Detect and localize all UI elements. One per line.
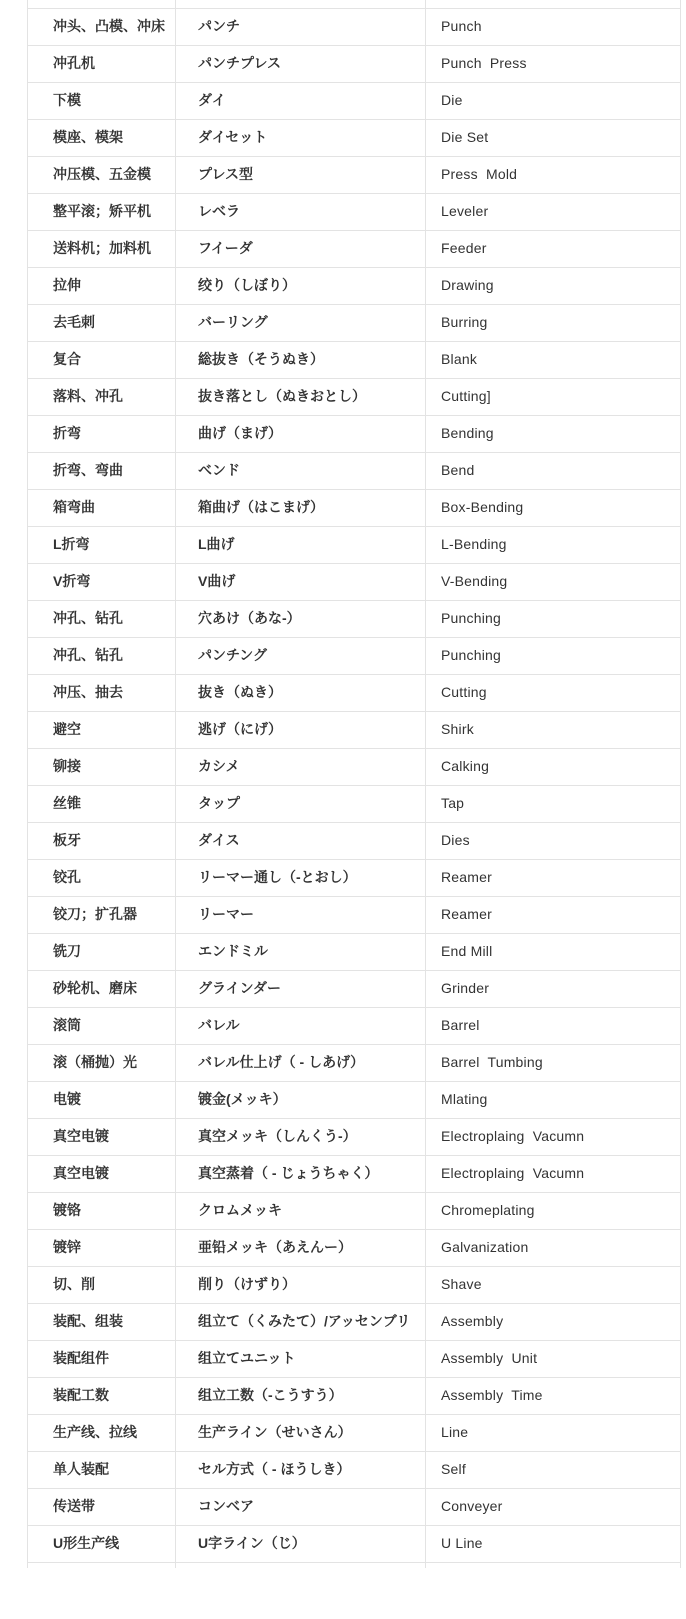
- cell-english: Barrel Tumbing: [426, 1044, 681, 1081]
- cell-english: Punching: [426, 637, 681, 674]
- cell-english: Reamer: [426, 896, 681, 933]
- cell-chinese: 箱弯曲: [28, 489, 176, 526]
- table-row: [28, 1044, 681, 1081]
- cell-chinese: 复合: [28, 341, 176, 378]
- cell-japanese: パンチプレス: [176, 45, 426, 82]
- cell-japanese: 镀金(メッキ）: [176, 1081, 426, 1118]
- table-row: [28, 785, 681, 822]
- cell-chinese: [28, 1562, 176, 1568]
- cell-chinese: 板牙: [28, 822, 176, 859]
- cell-japanese: 组立てユニット: [176, 1340, 426, 1377]
- cell-english: Reamer: [426, 859, 681, 896]
- cell-chinese: 单人装配: [28, 1451, 176, 1488]
- cell-chinese: 下模: [28, 82, 176, 119]
- cell-japanese: セル方式（ - ほうしき）: [176, 1451, 426, 1488]
- cell-chinese: L折弯: [28, 526, 176, 563]
- table-row: [28, 1229, 681, 1266]
- cell-english: Cutting]: [426, 378, 681, 415]
- cell-english: Calking: [426, 748, 681, 785]
- cell-japanese: コンベア: [176, 1488, 426, 1525]
- table-row: [28, 711, 681, 748]
- cell-japanese: プレス型: [176, 156, 426, 193]
- table-body: [28, 0, 681, 1568]
- cell-chinese: 真空电镀: [28, 1155, 176, 1192]
- cell-japanese: 组立工数（-こうすう）: [176, 1377, 426, 1414]
- cell-japanese: ダイス: [176, 822, 426, 859]
- cell-chinese: V折弯: [28, 563, 176, 600]
- cell-english: Dies: [426, 822, 681, 859]
- table-row: [28, 1118, 681, 1155]
- cell-chinese: 冲孔、钻孔: [28, 637, 176, 674]
- cell-english: Chromeplating: [426, 1192, 681, 1229]
- cell-english: Burring: [426, 304, 681, 341]
- cell-english: Die Set: [426, 119, 681, 156]
- cell-chinese: 砂轮机、磨床: [28, 970, 176, 1007]
- cell-english: Mlating: [426, 1081, 681, 1118]
- cell-english: Grinder: [426, 970, 681, 1007]
- cell-english: Shave: [426, 1266, 681, 1303]
- table-row: [28, 674, 681, 711]
- cell-chinese: 镀锌: [28, 1229, 176, 1266]
- cell-japanese: クロムメッキ: [176, 1192, 426, 1229]
- cell-japanese: 総抜き（そうぬき）: [176, 341, 426, 378]
- cell-english: Galvanization: [426, 1229, 681, 1266]
- cell-chinese: 铣刀: [28, 933, 176, 970]
- cell-chinese: U形生产线: [28, 1525, 176, 1562]
- cell-japanese: 抜き（ぬき）: [176, 674, 426, 711]
- cell-japanese: [176, 0, 426, 8]
- table-row: [28, 452, 681, 489]
- cell-japanese: カシメ: [176, 748, 426, 785]
- cell-chinese: 整平滚；矫平机: [28, 193, 176, 230]
- cell-chinese: 铰孔: [28, 859, 176, 896]
- cell-english: Assembly: [426, 1303, 681, 1340]
- table-row: [28, 970, 681, 1007]
- cell-chinese: 去毛刺: [28, 304, 176, 341]
- cell-english: Drawing: [426, 267, 681, 304]
- cell-japanese: 曲げ（まげ）: [176, 415, 426, 452]
- cell-chinese: 避空: [28, 711, 176, 748]
- table-row: [28, 156, 681, 193]
- table-row: [28, 748, 681, 785]
- table-row: [28, 1192, 681, 1229]
- table-row: [28, 1266, 681, 1303]
- cell-english: Electroplaing Vacumn: [426, 1155, 681, 1192]
- cell-english: Tap: [426, 785, 681, 822]
- table-row: [28, 1377, 681, 1414]
- cell-japanese: パンチ: [176, 8, 426, 45]
- cell-chinese: 装配、组装: [28, 1303, 176, 1340]
- table-row: [28, 859, 681, 896]
- cell-chinese: 滚筒: [28, 1007, 176, 1044]
- cell-english: [426, 0, 681, 8]
- cell-japanese: 绞り（しぼり）: [176, 267, 426, 304]
- cell-chinese: 拉伸: [28, 267, 176, 304]
- cell-english: Bending: [426, 415, 681, 452]
- table-row: [28, 82, 681, 119]
- cell-japanese: ダイセット: [176, 119, 426, 156]
- cell-japanese: 生产ライン（せいさん）: [176, 1414, 426, 1451]
- cell-chinese: 铆接: [28, 748, 176, 785]
- table-row: [28, 119, 681, 156]
- cell-chinese: 滚（桶抛）光: [28, 1044, 176, 1081]
- cell-chinese: 镀铬: [28, 1192, 176, 1229]
- table-row: [28, 822, 681, 859]
- cell-english: Cutting: [426, 674, 681, 711]
- table-row: [28, 526, 681, 563]
- cell-english: Electroplaing Vacumn: [426, 1118, 681, 1155]
- cell-chinese: 冲孔、钻孔: [28, 600, 176, 637]
- cell-english: Barrel: [426, 1007, 681, 1044]
- table-row: [28, 489, 681, 526]
- cell-english: Bend: [426, 452, 681, 489]
- cell-chinese: 模座、模架: [28, 119, 176, 156]
- cell-japanese: [176, 1562, 426, 1568]
- table-row: [28, 267, 681, 304]
- table-row: [28, 1081, 681, 1118]
- table-row: [28, 600, 681, 637]
- cell-english: Conveyer: [426, 1488, 681, 1525]
- cell-japanese: V曲げ: [176, 563, 426, 600]
- cell-chinese: 冲压模、五金模: [28, 156, 176, 193]
- cell-japanese: 削り（けずり）: [176, 1266, 426, 1303]
- cell-chinese: 冲孔机: [28, 45, 176, 82]
- cell-japanese: 真空蒸着（ - じょうちゃく）: [176, 1155, 426, 1192]
- cell-japanese: バレル: [176, 1007, 426, 1044]
- cell-chinese: 折弯、弯曲: [28, 452, 176, 489]
- cell-japanese: フイーダ: [176, 230, 426, 267]
- terminology-table: [27, 0, 681, 1568]
- partial-row-top: [28, 0, 681, 8]
- table-row: [28, 304, 681, 341]
- table-row: [28, 1525, 681, 1562]
- cell-chinese: 传送带: [28, 1488, 176, 1525]
- cell-english: L-Bending: [426, 526, 681, 563]
- cell-japanese: ダイ: [176, 82, 426, 119]
- cell-chinese: 冲头、凸模、冲床: [28, 8, 176, 45]
- table-row: [28, 415, 681, 452]
- cell-chinese: 真空电镀: [28, 1118, 176, 1155]
- cell-chinese: 折弯: [28, 415, 176, 452]
- cell-english: Die: [426, 82, 681, 119]
- table-row: [28, 1007, 681, 1044]
- cell-japanese: タップ: [176, 785, 426, 822]
- table-row: [28, 896, 681, 933]
- cell-japanese: レベラ: [176, 193, 426, 230]
- cell-japanese: グラインダー: [176, 970, 426, 1007]
- cell-english: Assembly Time: [426, 1377, 681, 1414]
- cell-chinese: 装配工数: [28, 1377, 176, 1414]
- cell-chinese: 切、削: [28, 1266, 176, 1303]
- cell-chinese: 丝锥: [28, 785, 176, 822]
- table-row: [28, 933, 681, 970]
- cell-english: Shirk: [426, 711, 681, 748]
- cell-japanese: バーリング: [176, 304, 426, 341]
- table-row: [28, 193, 681, 230]
- cell-japanese: パンチング: [176, 637, 426, 674]
- table-row: [28, 378, 681, 415]
- cell-japanese: L曲げ: [176, 526, 426, 563]
- table-row: [28, 45, 681, 82]
- cell-english: Self: [426, 1451, 681, 1488]
- cell-chinese: 冲压、抽去: [28, 674, 176, 711]
- cell-english: Blank: [426, 341, 681, 378]
- cell-english: Punch Press: [426, 45, 681, 82]
- table-row: [28, 1303, 681, 1340]
- cell-english: End Mill: [426, 933, 681, 970]
- cell-japanese: リーマー: [176, 896, 426, 933]
- table-row: [28, 230, 681, 267]
- cell-english: Press Mold: [426, 156, 681, 193]
- cell-japanese: 组立て（くみたて）/アッセンブリ: [176, 1303, 426, 1340]
- cell-english: V-Bending: [426, 563, 681, 600]
- cell-english: Box-Bending: [426, 489, 681, 526]
- cell-english: Assembly Unit: [426, 1340, 681, 1377]
- table-row: [28, 8, 681, 45]
- cell-english: Leveler: [426, 193, 681, 230]
- cell-japanese: U字ライン（じ）: [176, 1525, 426, 1562]
- cell-japanese: 抜き落とし（ぬきおとし）: [176, 378, 426, 415]
- cell-japanese: 箱曲げ（はこまげ）: [176, 489, 426, 526]
- table-row: [28, 341, 681, 378]
- cell-japanese: エンドミル: [176, 933, 426, 970]
- cell-japanese: バレル仕上げ（ - しあげ）: [176, 1044, 426, 1081]
- table-row: [28, 1340, 681, 1377]
- cell-japanese: 真空メッキ（しんくう-）: [176, 1118, 426, 1155]
- cell-japanese: 逃げ（にげ）: [176, 711, 426, 748]
- cell-japanese: ベンド: [176, 452, 426, 489]
- cell-chinese: 生产线、拉线: [28, 1414, 176, 1451]
- cell-chinese: 电镀: [28, 1081, 176, 1118]
- partial-row-bottom: [28, 1562, 681, 1568]
- cell-japanese: リーマー通し（-とおし）: [176, 859, 426, 896]
- table-row: [28, 637, 681, 674]
- cell-japanese: 亜铅メッキ（あえんー）: [176, 1229, 426, 1266]
- cell-english: U Line: [426, 1525, 681, 1562]
- table-row: [28, 1488, 681, 1525]
- cell-chinese: 铰刀；扩孔器: [28, 896, 176, 933]
- cell-chinese: 装配组件: [28, 1340, 176, 1377]
- cell-english: Punch: [426, 8, 681, 45]
- cell-english: Punching: [426, 600, 681, 637]
- table-row: [28, 563, 681, 600]
- cell-chinese: 落料、冲孔: [28, 378, 176, 415]
- cell-english: Line: [426, 1414, 681, 1451]
- cell-english: Feeder: [426, 230, 681, 267]
- table-row: [28, 1155, 681, 1192]
- table-row: [28, 1414, 681, 1451]
- cell-chinese: [28, 0, 176, 8]
- table-row: [28, 1451, 681, 1488]
- cell-chinese: 送料机；加料机: [28, 230, 176, 267]
- cell-japanese: 穴あけ（あな-）: [176, 600, 426, 637]
- cell-english: [426, 1562, 681, 1568]
